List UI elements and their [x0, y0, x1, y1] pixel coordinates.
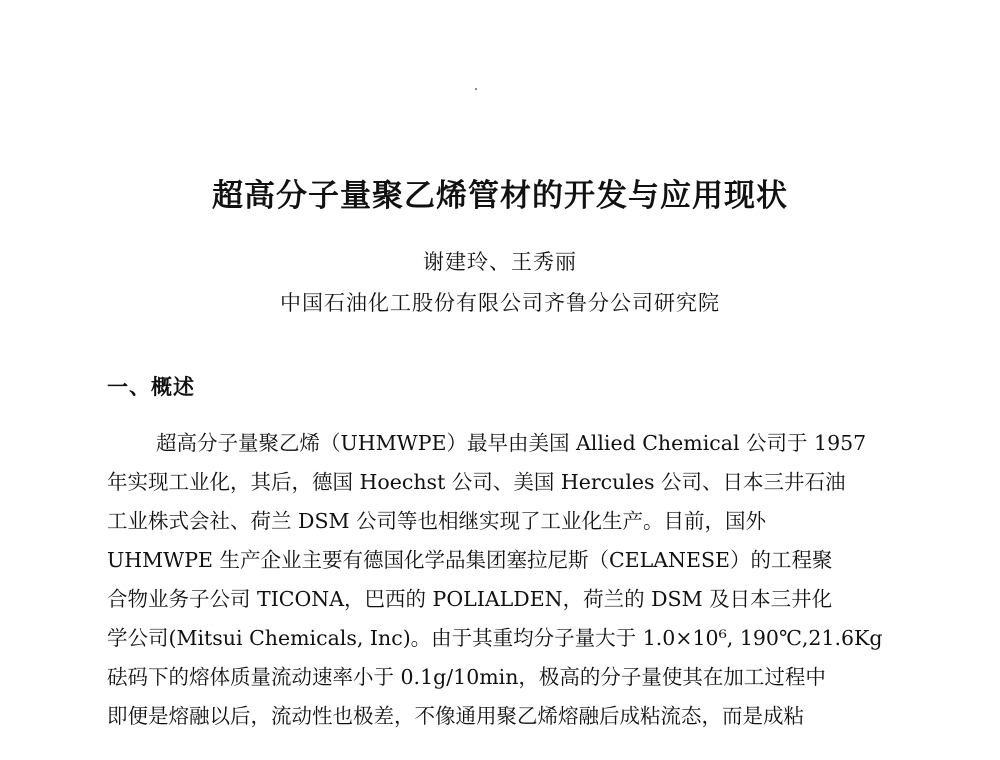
paper-affiliation: 中国石油化工股份有限公司齐鲁分公司研究院 — [280, 291, 720, 315]
paragraph-line: 工业株式会社、荷兰 DSM 公司等也相继实现了工业化生产。目前，国外 — [107, 509, 767, 533]
body-paragraph — [107, 428, 887, 740]
paper-title: 超高分子量聚乙烯管材的开发与应用现状 — [212, 178, 788, 214]
paragraph-line: 学公司(Mitsui Chemicals, Inc)。由于其重均分子量大于 1.0×10⁶, 190℃,21.6Kg — [107, 626, 883, 650]
paragraph-line: 年实现工业化，其后，德国 Hoechst 公司、美国 Hercules 公司、日本三井石油 — [107, 470, 846, 494]
paper-authors: 谢建玲、王秀丽 — [423, 250, 577, 274]
paragraph-line: 合物业务子公司 TICONA，巴西的 POLIALDEN，荷兰的 DSM 及日本三井化 — [107, 587, 833, 611]
section-heading: 一、概述 — [107, 375, 195, 399]
paragraph-line: 即便是熔融以后，流动性也极差，不像通用聚乙烯熔融后成粘流态，而是成粘 — [107, 704, 804, 728]
paragraph-line: 砝码下的熔体质量流动速率小于 0.1g/10min，极高的分子量使其在加工过程中 — [107, 665, 826, 689]
header-mark — [475, 88, 477, 90]
paragraph-line: 超高分子量聚乙烯（UHMWPE）最早由美国 Allied Chemical 公司于 1957 — [156, 431, 867, 455]
paragraph-line: UHMWPE 生产企业主要有德国化学品集团塞拉尼斯（CELANESE）的工程聚 — [107, 548, 833, 572]
